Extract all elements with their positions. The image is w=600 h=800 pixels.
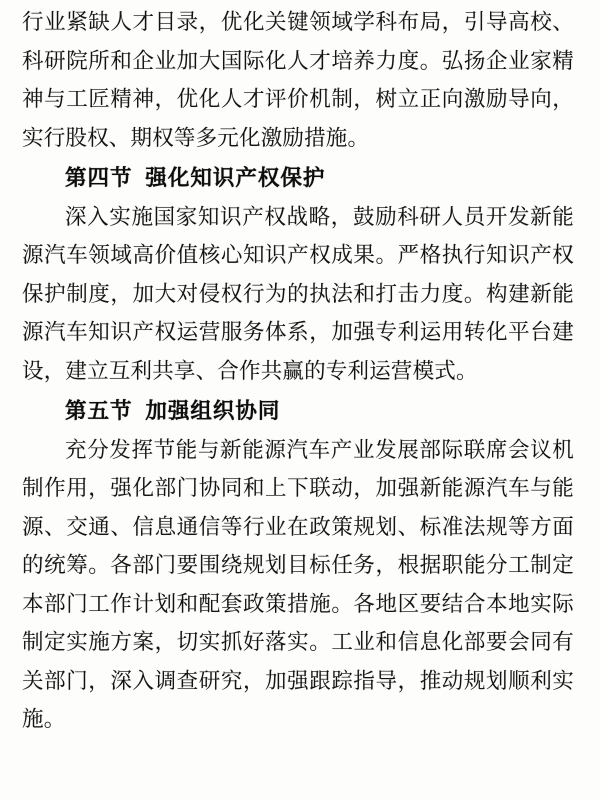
- section-number: 第四节: [65, 166, 133, 191]
- section-title: 加强组织协同: [145, 399, 281, 424]
- section-title: 强化知识产权保护: [145, 166, 326, 191]
- section-heading-four: [22, 160, 574, 199]
- paragraph-continued: 行业紧缺人才目录，优化关键领域学科布局，引导高校、科研院所和企业加大国际化人才培养力度。弘扬企业家精神与工匠精神，优化人才评价机制，树立正向激励导向，实行股权、期权等多元化激励措施。: [22, 10, 574, 151]
- section-heading-five: [22, 393, 574, 432]
- paragraph-ip-protection: 深入实施国家知识产权战略，鼓励科研人员开发新能源汽车领域高价值核心知识产权成果。严格执行知识产权保护制度，加大对侵权行为的执法和打击力度。构建新能源汽车知识产权运营服务体系，加强专利运用转化平台建设，建立互利共享、合作共赢的专利运营模式。: [22, 204, 574, 384]
- paragraph-organizational-coordination: 充分发挥节能与新能源汽车产业发展部际联席会议机制作用，强化部门协同和上下联动，加强新能源汽车与能源、交通、信息通信等行业在政策规划、标准法规等方面的统筹。各部门要围绕规划目标任务，根据职能分工制定本部门工作计划和配套政策措施。各地区要结合本地实际制定实施方案，切实抓好落实。工业和信息化部要会同有关部门，深入调查研究，加强跟踪指导，推动规划顺利实施。: [22, 437, 574, 732]
- section-number: 第五节: [65, 399, 133, 424]
